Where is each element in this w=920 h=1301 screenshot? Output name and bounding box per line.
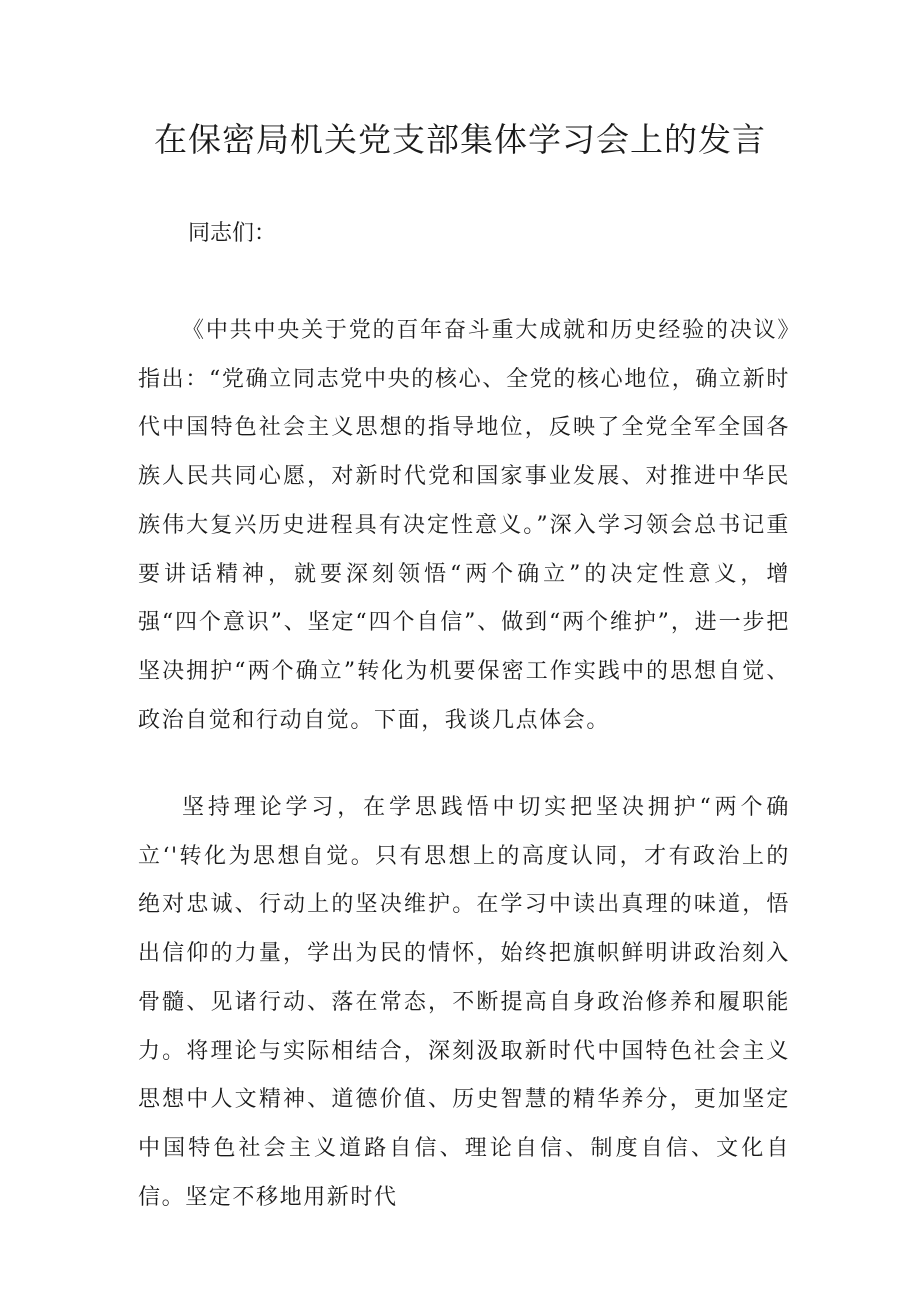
paragraph-intro: 《中共中央关于党的百年奋斗重大成就和历史经验的决议》指出：“党确立同志党中央的核心、全党的核心地位，确立新时代中国特色社会主义思想的指导地位，反映了全党全军全国各族人民共同心愿，对新时代党和国家事业发展、对推进中华民族伟大复兴历史进程具有决定性意义。”深入学习领会总书记重要讲话精神，就要深刻领悟“两个确立”的决定性意义，增强“四个意识”、坚定“四个自信”、做到“两个维护”，进一步把坚决拥护“两个确立”转化为机要保密工作实践中的思想自觉、政治自觉和行动自觉。下面，我谈几点体会。 (138, 318, 790, 733)
document-title: 在保密局机关党支部集体学习会上的发言 (154, 120, 766, 159)
salutation: 同志们： (188, 221, 277, 246)
paragraph-theory-study: 坚持理论学习，在学思践悟中切实把坚决拥护“两个确立‘'转化为思想自觉。只有思想上的高度认同，才有政治上的绝对忠诚、行动上的坚决维护。在学习中读出真理的味道，悟出信仰的力量，学出为民的情怀，始终把旗帜鲜明讲政治刻入骨髓、见诸行动、落在常态，不断提高自身政治修养和履职能力。将理论与实际相结合，深刻汲取新时代中国特色社会主义思想中人文精神、道德价值、历史智慧的精华养分，更加坚定中国特色社会主义道路自信、理论自信、制度自信、文化自信。坚定不移地用新时代 (138, 795, 790, 1210)
